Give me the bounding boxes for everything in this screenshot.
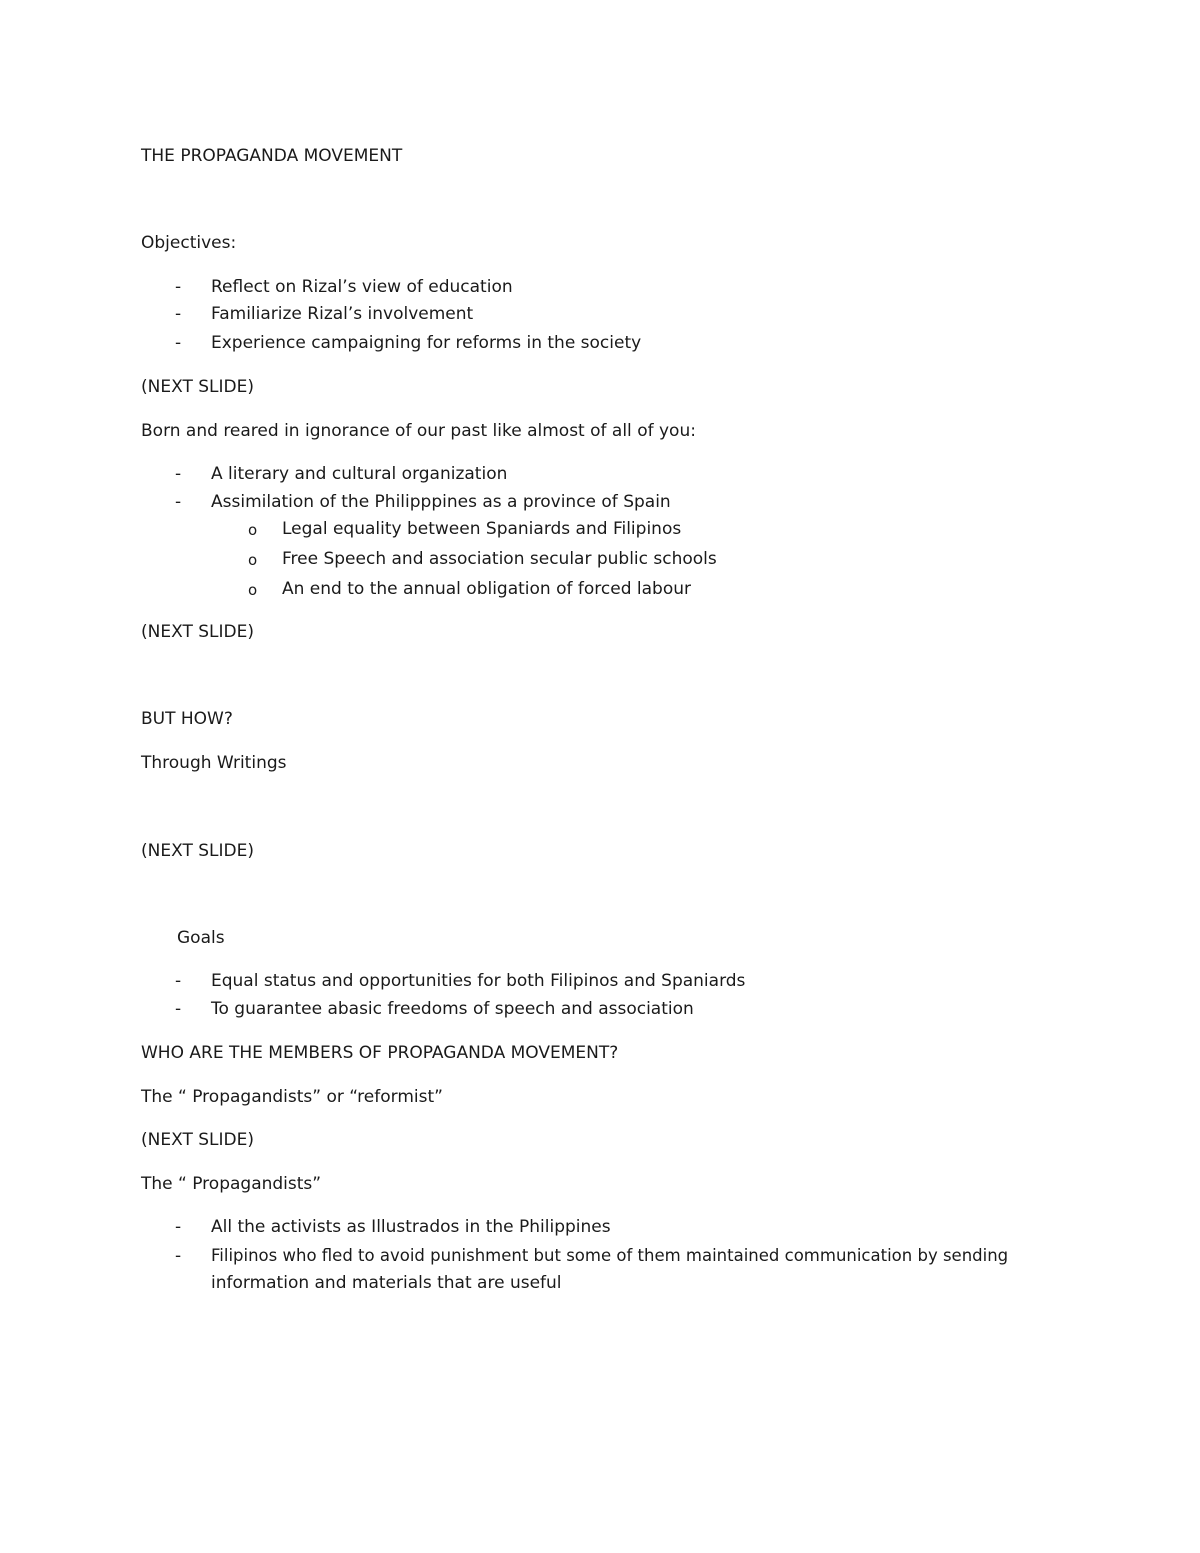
bullet-dash: -	[175, 492, 182, 512]
bullet-dash: -	[175, 1246, 182, 1266]
next-slide-marker: (NEXT SLIDE)	[141, 841, 254, 861]
propagandists-heading: The “ Propagandists”	[141, 1174, 322, 1194]
bullet-dash: -	[175, 277, 182, 297]
bullet-dash: -	[175, 999, 182, 1019]
propagandist-item: Filipinos who fled to avoid punishment but some of them maintained communication by sending	[211, 1246, 1009, 1265]
objective-item: Reflect on Rizal’s view of education	[211, 277, 513, 297]
bullet-dash: -	[175, 333, 182, 353]
document-title: THE PROPAGANDA MOVEMENT	[141, 146, 403, 166]
born-sub-item: Free Speech and association secular public schools	[282, 549, 717, 569]
members-question: WHO ARE THE MEMBERS OF PROPAGANDA MOVEMENT?	[141, 1043, 619, 1063]
born-item: Assimilation of the Philipppines as a province of Spain	[211, 492, 671, 512]
how-answer: Through Writings	[141, 753, 287, 773]
propagandist-item: All the activists as Illustrados in the Philippines	[211, 1217, 611, 1237]
born-intro: Born and reared in ignorance of our past like almost of all of you:	[141, 421, 696, 441]
objective-item: Familiarize Rizal’s involvement	[211, 304, 474, 324]
next-slide-marker: (NEXT SLIDE)	[141, 377, 254, 397]
born-sub-item: An end to the annual obligation of forced labour	[282, 579, 691, 599]
bullet-dash: -	[175, 1217, 182, 1237]
next-slide-marker: (NEXT SLIDE)	[141, 1130, 254, 1150]
goal-item: Equal status and opportunities for both Filipinos and Spaniards	[211, 971, 746, 991]
members-answer: The “ Propagandists” or “reformist”	[141, 1087, 443, 1107]
bullet-dash: -	[175, 304, 182, 324]
sub-bullet-marker: o	[248, 551, 258, 569]
next-slide-marker: (NEXT SLIDE)	[141, 622, 254, 642]
propagandist-item-continuation: information and materials that are useful	[211, 1273, 562, 1293]
bullet-dash: -	[175, 464, 182, 484]
objective-item: Experience campaigning for reforms in the society	[211, 333, 642, 353]
sub-bullet-marker: o	[248, 521, 258, 539]
bullet-dash: -	[175, 971, 182, 991]
goal-item: To guarantee abasic freedoms of speech and association	[211, 999, 694, 1019]
goals-heading: Goals	[177, 928, 225, 948]
born-sub-item: Legal equality between Spaniards and Filipinos	[282, 519, 682, 539]
born-item: A literary and cultural organization	[211, 464, 508, 484]
sub-bullet-marker: o	[248, 581, 258, 599]
how-question: BUT HOW?	[141, 709, 233, 729]
objectives-heading: Objectives:	[141, 233, 237, 253]
